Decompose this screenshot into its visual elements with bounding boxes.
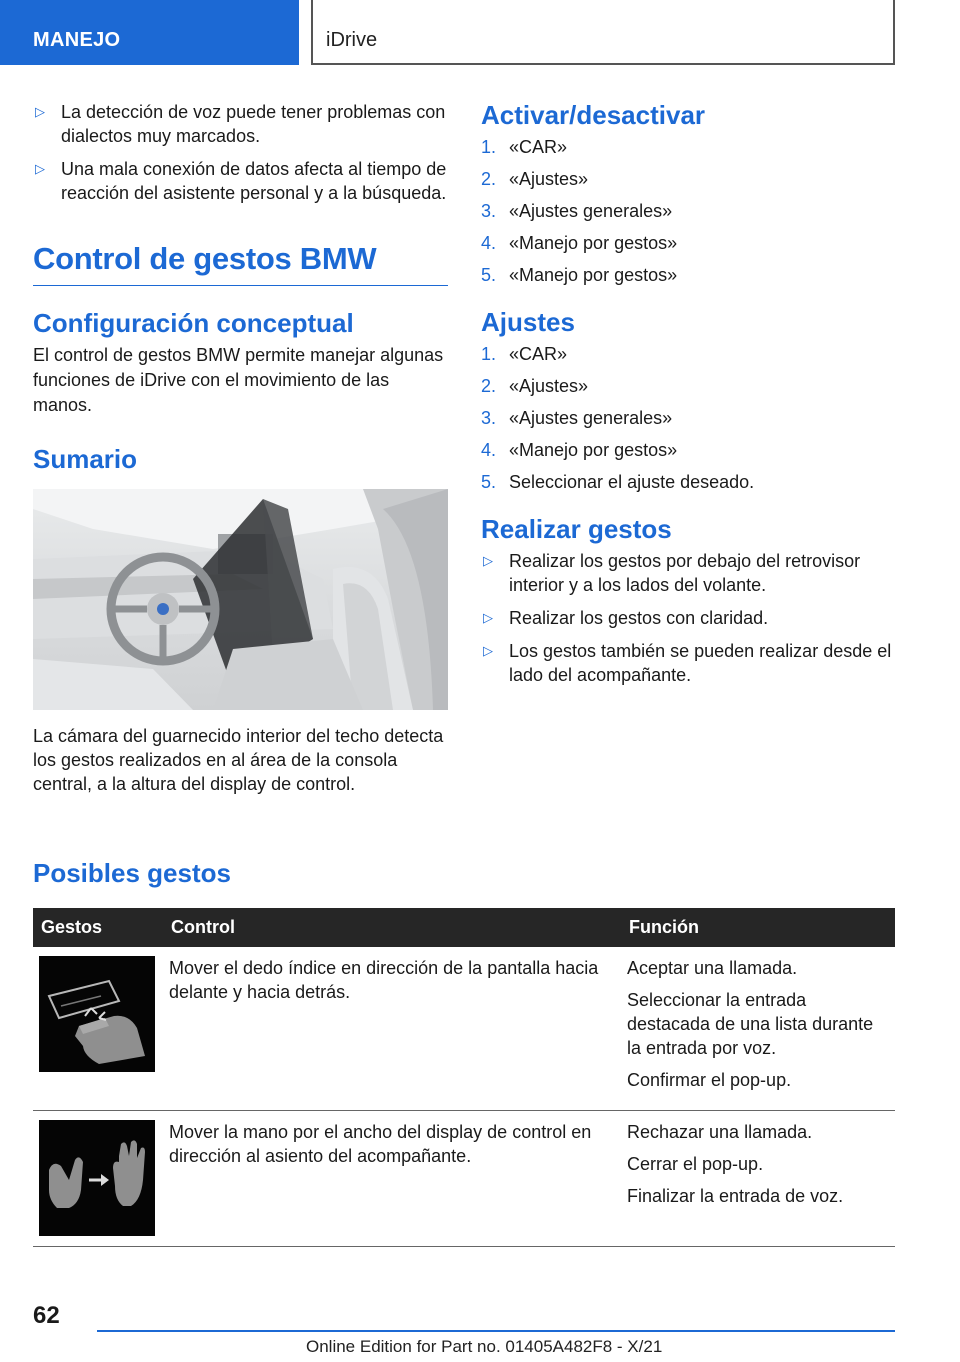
gestures-bullets bbox=[481, 549, 896, 687]
gestures-heading: Realizar gestos bbox=[481, 514, 672, 544]
header-chapter-box bbox=[311, 0, 895, 65]
finger-point-gesture-icon bbox=[39, 956, 155, 1072]
list-item: 1. «CAR» bbox=[481, 344, 568, 364]
list-item: ▷ Realizar los gestos con claridad. bbox=[483, 608, 769, 628]
control-cell: Mover la mano por el ancho del display de control en dirección al asiento del acompañante. bbox=[163, 1111, 621, 1247]
list-item: 1. «CAR» bbox=[481, 137, 568, 157]
table-header-row bbox=[33, 908, 895, 947]
header-section-tab bbox=[0, 0, 299, 65]
activate-heading: Activar/desactivar bbox=[481, 100, 706, 130]
column-header-gestures: Gestos bbox=[33, 908, 163, 947]
triangle-bullet-icon: ▷ bbox=[35, 104, 45, 119]
list-item: 3. «Ajustes generales» bbox=[481, 408, 673, 428]
list-item: 2. «Ajustes» bbox=[481, 169, 589, 189]
table-row bbox=[33, 1111, 895, 1247]
header-chapter-label: iDrive bbox=[326, 29, 378, 51]
triangle-bullet-icon: ▷ bbox=[483, 643, 493, 658]
possible-gestures-heading: Posibles gestos bbox=[33, 858, 231, 888]
settings-steps bbox=[481, 342, 896, 494]
right-column bbox=[481, 100, 896, 696]
list-item: 5. «Manejo por gestos» bbox=[481, 265, 678, 285]
car-interior-illustration bbox=[33, 489, 448, 710]
list-item: 5. Seleccionar el ajuste deseado. bbox=[481, 472, 755, 492]
left-column bbox=[33, 100, 448, 796]
triangle-bullet-icon: ▷ bbox=[483, 610, 493, 625]
list-item: ▷ Los gestos también se pueden realizar desde el lado del acompañante. bbox=[483, 641, 892, 685]
activate-steps bbox=[481, 135, 896, 287]
header-section-label: MANEJO bbox=[33, 29, 121, 51]
summary-heading: Sumario bbox=[33, 444, 138, 474]
list-item: 4. «Manejo por gestos» bbox=[481, 233, 678, 253]
list-item: ▷ La detección de voz puede tener problemas con dialectos muy marcados. bbox=[35, 102, 446, 146]
car-interior-image bbox=[33, 489, 448, 710]
voice-bullets bbox=[33, 100, 448, 205]
list-item: ▷ Una mala conexión de datos afecta al tiempo de reacción del asistente personal y a la búsqueda. bbox=[35, 159, 447, 203]
function-cell: Aceptar una llamada. Seleccionar la entrada destacada de una lista durante la entrada por voz. Confirmar el pop-up. bbox=[621, 947, 895, 1111]
list-item: 4. «Manejo por gestos» bbox=[481, 440, 678, 460]
concept-paragraph: El control de gestos BMW permite manejar algunas funciones de iDrive con el movimiento de las manos. bbox=[33, 345, 444, 415]
section-title: Control de gestos BMW bbox=[33, 241, 448, 286]
footer-divider bbox=[97, 1330, 895, 1332]
list-item: 3. «Ajustes generales» bbox=[481, 201, 673, 221]
triangle-bullet-icon: ▷ bbox=[35, 161, 45, 176]
column-header-control: Control bbox=[163, 908, 621, 947]
column-header-function: Función bbox=[621, 908, 895, 947]
footer-edition: Online Edition for Part no. 01405A482F8 - X/21 bbox=[306, 1337, 663, 1356]
concept-heading: Configuración conceptual bbox=[33, 308, 354, 338]
triangle-bullet-icon: ▷ bbox=[483, 553, 493, 568]
figure-caption: La cámara del guarnecido interior del techo detecta los gestos realizados en al área de la consola central, a la altura del display de control. bbox=[33, 726, 444, 794]
control-cell: Mover el dedo índice en dirección de la pantalla hacia delante y hacia detrás. bbox=[163, 947, 621, 1111]
hand-swipe-gesture-icon bbox=[39, 1120, 155, 1236]
function-cell: Rechazar una llamada. Cerrar el pop-up. Finalizar la entrada de voz. bbox=[621, 1111, 895, 1247]
settings-heading: Ajustes bbox=[481, 307, 575, 337]
list-item: ▷ Realizar los gestos por debajo del retrovisor interior y a los lados del volante. bbox=[483, 551, 861, 595]
gestures-table bbox=[33, 908, 895, 1247]
page-number: 62 bbox=[33, 1302, 60, 1329]
table-row bbox=[33, 947, 895, 1111]
list-item: 2. «Ajustes» bbox=[481, 376, 589, 396]
